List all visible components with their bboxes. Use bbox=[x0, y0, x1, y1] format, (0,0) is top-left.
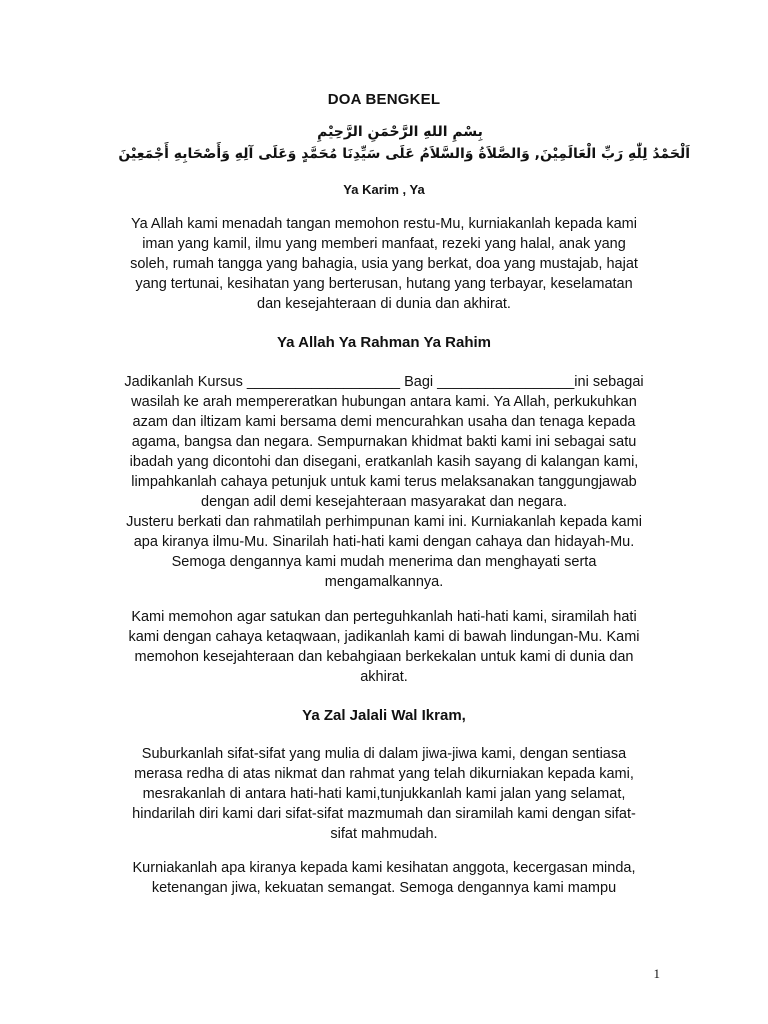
paragraph-line: Ya Allah kami menadah tangan memohon restu-Mu, kurniakanlah kepada kami bbox=[131, 216, 637, 232]
paragraph-line: Suburkanlah sifat-sifat yang mulia di dalam jiwa-jiwa kami, dengan sentiasa bbox=[141, 746, 627, 762]
subheading-ya-karim: Ya Karim , Ya bbox=[343, 182, 425, 197]
arabic-basmalah: بِسْمِ اللهِ الرَّحْمَنِ الرَّحِيْمِ bbox=[317, 124, 483, 140]
paragraph-line: mesrakanlah di antara hati-hati kami,tunjukkanlah kami jalan yang selamat, bbox=[142, 786, 626, 802]
paragraph-line: ketenangan jiwa, kekuatan semangat. Semoga dengannya kami mampu bbox=[151, 880, 617, 896]
paragraph-line: agama, bangsa dan negara. Sempurnakan khidmat bakti kami ini sebagai satu bbox=[131, 434, 637, 450]
paragraph-line: yang tertunai, kesihatan yang berterusan, hutang yang terbayar, keselamatan bbox=[135, 276, 633, 292]
paragraph-line: hindarilah diri kami dari sifat-sifat mazmumah dan siramilah kami dengan sifat- bbox=[132, 806, 636, 822]
paragraph-line: dengan adil demi kesejahteraan masyarakat dan negara. bbox=[201, 494, 567, 510]
paragraph-line: Jadikanlah Kursus ___________________ Bagi _________________ini sebagai bbox=[124, 374, 644, 390]
paragraph-line: limpahkanlah cahaya petunjuk untuk kami terus melaksanakan tanggungjawab bbox=[131, 474, 637, 490]
arabic-praise-line: اَلْحَمْدُ لِلّٰهِ رَبِّ الْعَالَمِيْنَ, وَالصَّلاَةُ وَالسَّلاَمُ عَلَى سَيِّدِنَا مُحَمَّدٍ وَعَلَى آلِهِ وَأَصْحَابِهِ أَجْمَعِيْنَ bbox=[118, 146, 690, 162]
paragraph-line: ibadah yang dicontohi dan disegani, eratkanlah kasih sayang di kalangan kami, bbox=[129, 454, 639, 470]
paragraph-4 bbox=[118, 744, 650, 844]
document-title: DOA BENGKEL bbox=[327, 91, 441, 108]
paragraph-line: dan kesejahteraan di dunia dan akhirat. bbox=[257, 296, 511, 312]
subheading-ya-allah: Ya Allah Ya Rahman Ya Rahim bbox=[277, 334, 491, 351]
subheading-ya-zal-jalali: Ya Zal Jalali Wal Ikram, bbox=[302, 707, 466, 724]
page-number: 1 bbox=[653, 966, 660, 981]
paragraph-line: iman yang kamil, ilmu yang memberi manfaat, rezeki yang halal, anak yang bbox=[142, 236, 626, 252]
paragraph-1 bbox=[118, 214, 650, 314]
paragraph-line: apa kiranya ilmu-Mu. Sinarilah hati-hati kami dengan cahaya dan hidayah-Mu. bbox=[133, 534, 635, 550]
paragraph-line: Justeru berkati dan rahmatilah perhimpunan kami ini. Kurniakanlah kepada kami bbox=[126, 514, 642, 530]
paragraph-line: azam dan iltizam kami bersama demi mencurahkan usaha dan tenaga kepada bbox=[132, 414, 636, 430]
paragraph-line: Kurniakanlah apa kiranya kepada kami kesihatan anggota, kecergasan minda, bbox=[132, 860, 636, 876]
paragraph-line: kami dengan cahaya ketaqwaan, jadikanlah kami di bawah lindungan-Mu. Kami bbox=[128, 629, 640, 645]
paragraph-3 bbox=[118, 607, 650, 687]
paragraph-line: memohon kesejahteraan dan kebahgiaan berkekalan untuk kami di dunia dan bbox=[134, 649, 634, 665]
paragraph-line: akhirat. bbox=[360, 669, 408, 685]
paragraph-2 bbox=[118, 372, 650, 592]
paragraph-line: soleh, rumah tangga yang bahagia, usia yang berkat, doa yang mustajab, hajat bbox=[130, 256, 638, 272]
paragraph-line: sifat mahmudah. bbox=[330, 826, 438, 842]
paragraph-line: wasilah ke arah mempereratkan hubungan antara kami. Ya Allah, perkukuhkan bbox=[131, 394, 637, 410]
paragraph-5 bbox=[118, 858, 650, 898]
paragraph-line: mengamalkannya. bbox=[324, 574, 444, 590]
paragraph-line: Kami memohon agar satukan dan perteguhkanlah hati-hati kami, siramilah hati bbox=[131, 609, 637, 625]
paragraph-line: merasa redha di atas nikmat dan rahmat yang telah dikurniakan kepada kami, bbox=[134, 766, 634, 782]
paragraph-line: Semoga dengannya kami mudah menerima dan menghayati serta bbox=[171, 554, 597, 570]
